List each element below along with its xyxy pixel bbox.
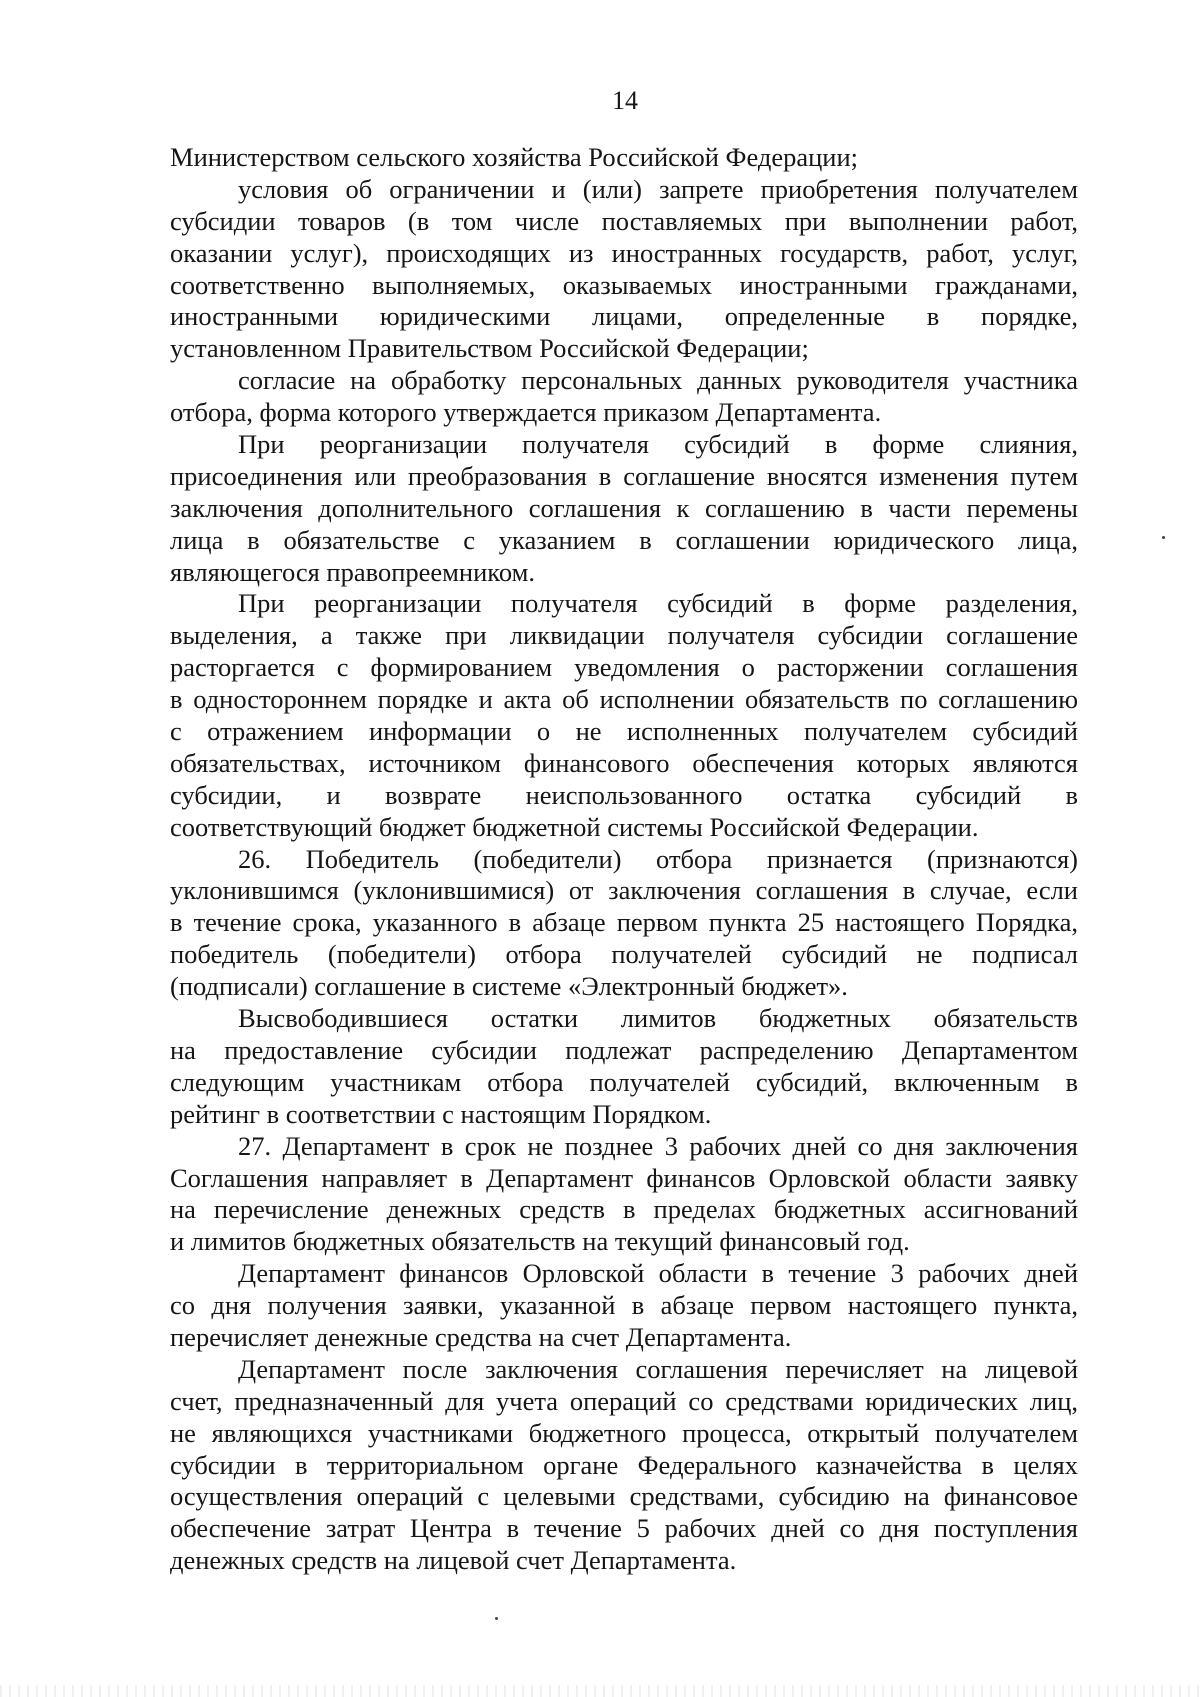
text-line: обязательствах, источником финансового обеспечения которых являются xyxy=(170,747,1078,778)
text-line: в течение срока, указанного в абзаце первом пункта 25 настоящего Порядка, xyxy=(170,907,1078,938)
text-line: отбора, форма которого утверждается приказом Департамента. xyxy=(170,397,882,428)
text-line: победитель (победители) отбора получателей субсидий не подписал xyxy=(170,939,1078,970)
text-line: следующим участникам отбора получателей субсидий, включенным в xyxy=(170,1066,1078,1097)
text-line: При реорганизации получателя субсидий в форме разделения, xyxy=(238,588,1078,619)
text-line: и лимитов бюджетных обязательств на текущий финансовый год. xyxy=(170,1226,910,1257)
text-line: счет, предназначенный для учета операций со средствами юридических лиц, xyxy=(170,1385,1078,1416)
text-line: соответственно выполняемых, оказываемых иностранными гражданами, xyxy=(170,269,1078,300)
text-line: расторгается с формированием уведомления о расторжении соглашения xyxy=(170,652,1078,683)
text-line: заключения дополнительного соглашения к соглашению в части перемены xyxy=(170,492,1078,523)
text-line: в одностороннем порядке и акта об исполнении обязательств по соглашению xyxy=(170,684,1078,715)
text-line: (подписали) соглашение в системе «Электронный бюджет». xyxy=(170,971,848,1002)
text-line: При реорганизации получателя субсидий в форме слияния, xyxy=(238,429,1078,460)
text-line: субсидии, и возврате неиспользованного остатка субсидий в xyxy=(170,779,1078,810)
text-line: присоединения или преобразования в соглашение вносятся изменения путем xyxy=(170,460,1078,491)
text-line: оказании услуг), происходящих из иностранных государств, работ, услуг, xyxy=(170,237,1078,268)
text-line: денежных средств на лицевой счет Департамента. xyxy=(170,1545,737,1576)
text-line: являющегося правопреемником. xyxy=(170,556,535,587)
text-line: со дня получения заявки, указанной в абзаце первом настоящего пункта, xyxy=(170,1290,1078,1321)
text-line: на перечисление денежных средств в пределах бюджетных ассигнований xyxy=(170,1194,1078,1225)
text-line: перечисляет денежные средства на счет Департамента. xyxy=(170,1321,792,1352)
scan-edge-noise xyxy=(0,1685,1200,1697)
text-line: Департамент после заключения соглашения перечисляет на лицевой xyxy=(238,1353,1078,1384)
text-line: уклонившимся (уклонившимися) от заключения соглашения в случае, если xyxy=(170,875,1078,906)
text-line: согласие на обработку персональных данных руководителя участника xyxy=(238,365,1078,396)
scan-speck xyxy=(1162,536,1165,539)
text-line: Департамент финансов Орловской области в течение 3 рабочих дней xyxy=(238,1258,1078,1289)
text-line: условия об ограничении и (или) запрете приобретения получателем xyxy=(238,173,1078,204)
text-line: 26. Победитель (победители) отбора признается (признаются) xyxy=(238,843,1078,874)
text-line: субсидии товаров (в том числе поставляемых при выполнении работ, xyxy=(170,205,1078,236)
text-line: Высвободившиеся остатки лимитов бюджетных обязательств xyxy=(238,1003,1078,1034)
text-line: лица в обязательстве с указанием в соглашении юридического лица, xyxy=(170,524,1078,555)
text-line: не являющихся участниками бюджетного процесса, открытый получателем xyxy=(170,1417,1078,1448)
text-line: иностранными юридическими лицами, определенные в порядке, xyxy=(170,301,1078,332)
text-line: с отражением информации о не исполненных получателем субсидий xyxy=(170,716,1078,747)
text-line: Министерством сельского хозяйства Российской Федерации; xyxy=(170,142,859,172)
text-line: обеспечение затрат Центра в течение 5 рабочих дней со дня поступления xyxy=(170,1513,1078,1544)
document-body xyxy=(170,142,1078,1577)
text-line: субсидии в территориальном органе Федерального казначейства в целях xyxy=(170,1449,1078,1480)
text-line: осуществления операций с целевыми средствами, субсидию на финансовое xyxy=(170,1481,1078,1512)
text-line: выделения, а также при ликвидации получателя субсидии соглашение xyxy=(170,620,1078,651)
text-line: Соглашения направляет в Департамент финансов Орловской области заявку xyxy=(170,1162,1078,1193)
text-line: 27. Департамент в срок не позднее 3 рабочих дней со дня заключения xyxy=(238,1130,1078,1161)
text-line: установленном Правительством Российской Федерации; xyxy=(170,333,809,364)
text-line: рейтинг в соответствии с настоящим Порядком. xyxy=(170,1098,712,1129)
page-number: 14 xyxy=(612,86,638,115)
text-line: на предоставление субсидии подлежат распределению Департаментом xyxy=(170,1034,1078,1065)
scan-speck xyxy=(495,1617,498,1620)
text-line: соответствующий бюджет бюджетной системы Российской Федерации. xyxy=(170,811,979,842)
